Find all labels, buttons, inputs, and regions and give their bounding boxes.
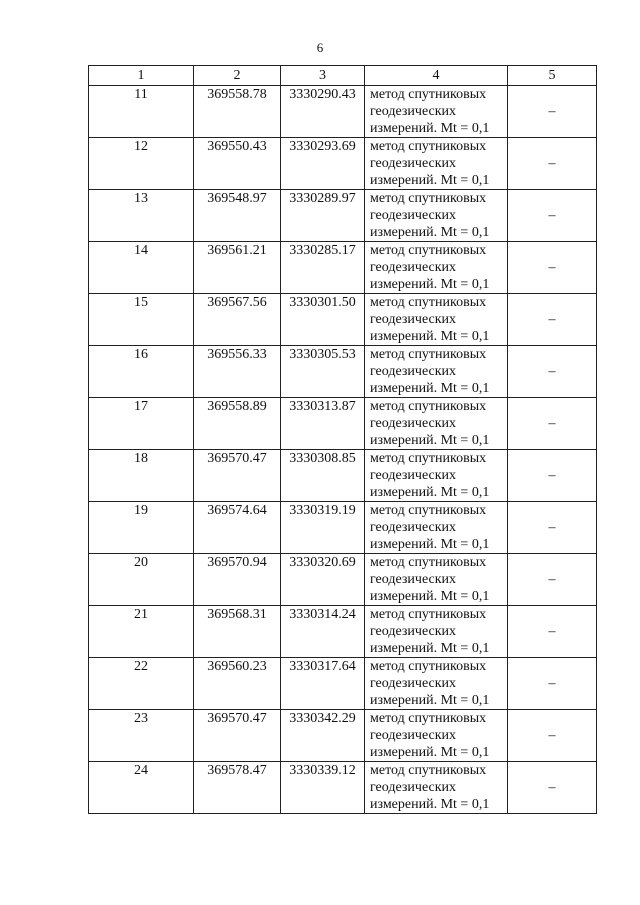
- table-row: [89, 398, 597, 450]
- method-line: геодезических: [370, 728, 457, 743]
- note-cell: –: [508, 710, 597, 762]
- method-line: геодезических: [370, 572, 457, 587]
- method-line: измерений. Mt = 0,1: [370, 225, 490, 240]
- y-coordinate-cell: 3330293.69: [281, 138, 365, 190]
- y-coordinate-cell: 3330289.97: [281, 190, 365, 242]
- header-cell: 3: [281, 66, 365, 86]
- method-line: геодезических: [370, 312, 457, 327]
- point-number-cell: 18: [89, 450, 194, 502]
- table-row: [89, 554, 597, 606]
- table-row: [89, 138, 597, 190]
- point-number-cell: 12: [89, 138, 194, 190]
- x-coordinate-cell: 369561.21: [194, 242, 281, 294]
- y-coordinate-cell: 3330314.24: [281, 606, 365, 658]
- method-line: метод спутниковых: [370, 139, 487, 154]
- method-line: метод спутниковых: [370, 711, 487, 726]
- y-coordinate-cell: 3330285.17: [281, 242, 365, 294]
- x-coordinate-cell: 369568.31: [194, 606, 281, 658]
- header-cell: 5: [508, 66, 597, 86]
- method-cell: [365, 86, 508, 138]
- note-cell: –: [508, 242, 597, 294]
- method-line: геодезических: [370, 780, 457, 795]
- table-row: [89, 294, 597, 346]
- method-line: геодезических: [370, 260, 457, 275]
- table-row: [89, 86, 597, 138]
- y-coordinate-cell: 3330339.12: [281, 762, 365, 814]
- method-cell: [365, 762, 508, 814]
- point-number-cell: 23: [89, 710, 194, 762]
- method-line: измерений. Mt = 0,1: [370, 121, 490, 136]
- y-coordinate-cell: 3330301.50: [281, 294, 365, 346]
- point-number-cell: 20: [89, 554, 194, 606]
- method-cell: [365, 294, 508, 346]
- method-cell: [365, 190, 508, 242]
- method-line: метод спутниковых: [370, 555, 487, 570]
- method-line: измерений. Mt = 0,1: [370, 173, 490, 188]
- x-coordinate-cell: 369578.47: [194, 762, 281, 814]
- method-line: измерений. Mt = 0,1: [370, 485, 490, 500]
- coordinates-table: [88, 65, 597, 814]
- note-cell: –: [508, 294, 597, 346]
- note-cell: –: [508, 450, 597, 502]
- method-line: измерений. Mt = 0,1: [370, 433, 490, 448]
- method-line: метод спутниковых: [370, 607, 487, 622]
- table-body: [89, 86, 597, 814]
- method-line: метод спутниковых: [370, 87, 487, 102]
- note-cell: –: [508, 190, 597, 242]
- point-number-cell: 14: [89, 242, 194, 294]
- method-line: измерений. Mt = 0,1: [370, 381, 490, 396]
- method-line: геодезических: [370, 520, 457, 535]
- method-line: геодезических: [370, 104, 457, 119]
- method-line: метод спутниковых: [370, 659, 487, 674]
- table-row: [89, 502, 597, 554]
- x-coordinate-cell: 369570.47: [194, 450, 281, 502]
- table-row: [89, 450, 597, 502]
- method-line: геодезических: [370, 364, 457, 379]
- table-row: [89, 762, 597, 814]
- method-cell: [365, 502, 508, 554]
- method-line: метод спутниковых: [370, 347, 487, 362]
- y-coordinate-cell: 3330320.69: [281, 554, 365, 606]
- header-cell: 4: [365, 66, 508, 86]
- table-header-row: [89, 66, 597, 86]
- method-cell: [365, 346, 508, 398]
- method-line: измерений. Mt = 0,1: [370, 277, 490, 292]
- table-row: [89, 606, 597, 658]
- method-line: метод спутниковых: [370, 399, 487, 414]
- note-cell: –: [508, 658, 597, 710]
- method-line: измерений. Mt = 0,1: [370, 641, 490, 656]
- note-cell: –: [508, 138, 597, 190]
- note-cell: –: [508, 86, 597, 138]
- method-line: измерений. Mt = 0,1: [370, 589, 490, 604]
- x-coordinate-cell: 369574.64: [194, 502, 281, 554]
- table-row: [89, 346, 597, 398]
- note-cell: –: [508, 398, 597, 450]
- method-cell: [365, 450, 508, 502]
- method-line: метод спутниковых: [370, 295, 487, 310]
- header-cell: 2: [194, 66, 281, 86]
- x-coordinate-cell: 369558.78: [194, 86, 281, 138]
- table-row: [89, 710, 597, 762]
- x-coordinate-cell: 369548.97: [194, 190, 281, 242]
- point-number-cell: 15: [89, 294, 194, 346]
- y-coordinate-cell: 3330290.43: [281, 86, 365, 138]
- y-coordinate-cell: 3330313.87: [281, 398, 365, 450]
- y-coordinate-cell: 3330308.85: [281, 450, 365, 502]
- method-line: метод спутниковых: [370, 503, 487, 518]
- method-line: метод спутниковых: [370, 763, 487, 778]
- note-cell: –: [508, 606, 597, 658]
- method-cell: [365, 710, 508, 762]
- point-number-cell: 11: [89, 86, 194, 138]
- point-number-cell: 21: [89, 606, 194, 658]
- point-number-cell: 24: [89, 762, 194, 814]
- point-number-cell: 17: [89, 398, 194, 450]
- method-cell: [365, 606, 508, 658]
- page-number: 6: [316, 40, 324, 55]
- method-line: геодезических: [370, 468, 457, 483]
- note-cell: –: [508, 554, 597, 606]
- method-line: измерений. Mt = 0,1: [370, 537, 490, 552]
- y-coordinate-cell: 3330317.64: [281, 658, 365, 710]
- point-number-cell: 16: [89, 346, 194, 398]
- method-line: метод спутниковых: [370, 191, 487, 206]
- method-cell: [365, 554, 508, 606]
- method-line: метод спутниковых: [370, 451, 487, 466]
- y-coordinate-cell: 3330342.29: [281, 710, 365, 762]
- method-cell: [365, 398, 508, 450]
- method-line: геодезических: [370, 624, 457, 639]
- method-line: измерений. Mt = 0,1: [370, 693, 490, 708]
- y-coordinate-cell: 3330305.53: [281, 346, 365, 398]
- method-line: измерений. Mt = 0,1: [370, 745, 490, 760]
- x-coordinate-cell: 369567.56: [194, 294, 281, 346]
- method-line: измерений. Mt = 0,1: [370, 329, 490, 344]
- method-line: геодезических: [370, 156, 457, 171]
- note-cell: –: [508, 502, 597, 554]
- method-line: геодезических: [370, 208, 457, 223]
- y-coordinate-cell: 3330319.19: [281, 502, 365, 554]
- table-row: [89, 658, 597, 710]
- point-number-cell: 19: [89, 502, 194, 554]
- x-coordinate-cell: 369550.43: [194, 138, 281, 190]
- x-coordinate-cell: 369556.33: [194, 346, 281, 398]
- x-coordinate-cell: 369570.47: [194, 710, 281, 762]
- x-coordinate-cell: 369570.94: [194, 554, 281, 606]
- header-cell: 1: [89, 66, 194, 86]
- method-line: геодезических: [370, 416, 457, 431]
- x-coordinate-cell: 369560.23: [194, 658, 281, 710]
- note-cell: –: [508, 346, 597, 398]
- method-cell: [365, 138, 508, 190]
- method-line: измерений. Mt = 0,1: [370, 797, 490, 812]
- table-row: [89, 242, 597, 294]
- note-cell: –: [508, 762, 597, 814]
- table-row: [89, 190, 597, 242]
- point-number-cell: 13: [89, 190, 194, 242]
- x-coordinate-cell: 369558.89: [194, 398, 281, 450]
- method-cell: [365, 658, 508, 710]
- method-line: метод спутниковых: [370, 243, 487, 258]
- method-line: геодезических: [370, 676, 457, 691]
- method-cell: [365, 242, 508, 294]
- point-number-cell: 22: [89, 658, 194, 710]
